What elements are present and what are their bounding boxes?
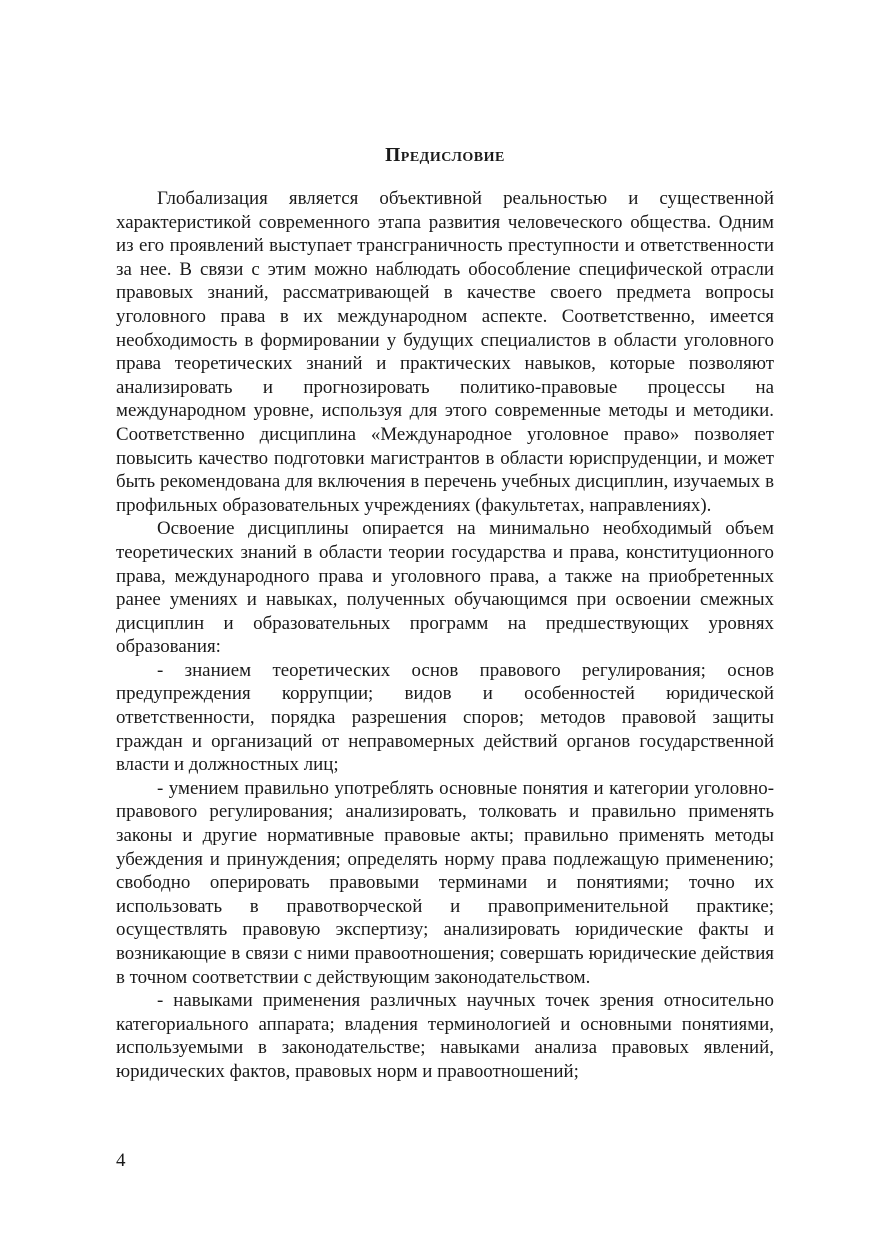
paragraph-intro: Глобализация является объективной реальностью и существенной характеристикой современного этапа развития человеческого общества. Одним из его проявлений выступает трансграничность преступности и ответственности за нее. В связи с этим можно наблюдать обособление специфической отрасли правовых знаний, рассматривающей в качестве своего предмета вопросы уголовного права в их международном аспекте. Соответственно, имеется необходимость в формировании у будущих специалистов в области уголовного права теоретических знаний и практических навыков, которые позволяют анализировать и прогнозировать политико-правовые процессы на международном уровне, используя для этого современные методы и методики. Соответственно дисциплина «Международное уголовное право» позволяет повысить качество подготовки магистрантов в области юриспруденции, и может быть рекомендована для включения в перечень учебных дисциплин, изучаемых в профильных образовательных учреждениях (факультетах, направлениях). [116, 188, 774, 516]
page-content [116, 145, 774, 1084]
list-item-knowledge: - знанием теоретических основ правового регулирования; основ предупреждения коррупции; видов и особенностей юридической ответственности, порядка разрешения споров; методов правовой защиты граждан и организаций от неправомерных действий органов государственной власти и должностных лиц; [116, 659, 774, 776]
page-title: Предисловие [385, 145, 505, 166]
page-number: 4 [116, 1150, 126, 1171]
list-item-skills: - умением правильно употреблять основные понятия и категории уголовно-правового регулирования; анализировать, толковать и правильно применять законы и другие нормативные правовые акты; правильно применять методы убеждения и принуждения; определять норму права подлежащую применению; свободно оперировать правовыми терминами и понятиями; точно их использовать в правотворческой и правоприменительной практике; осуществлять правовую экспертизу; анализировать юридические факты и возникающие в связи с ними правоотношения; совершать юридические действия в точном соответствии с действующим законодательством. [116, 777, 774, 988]
list-item-abilities: - навыками применения различных научных точек зрения относительно категориального аппарата; владения терминологией и основными понятиями, используемыми в законодательстве; навыками анализа правовых явлений, юридических фактов, правовых норм и правоотношений; [116, 990, 774, 1082]
paragraph-prerequisites: Освоение дисциплины опирается на минимально необходимый объем теоретических знаний в области теории государства и права, конституционного права, международного права и уголовного права, а также на приобретенных ранее умениях и навыках, полученных обучающимся при освоении смежных дисциплин и образовательных программ на предшествующих уровнях образования: [116, 518, 774, 658]
